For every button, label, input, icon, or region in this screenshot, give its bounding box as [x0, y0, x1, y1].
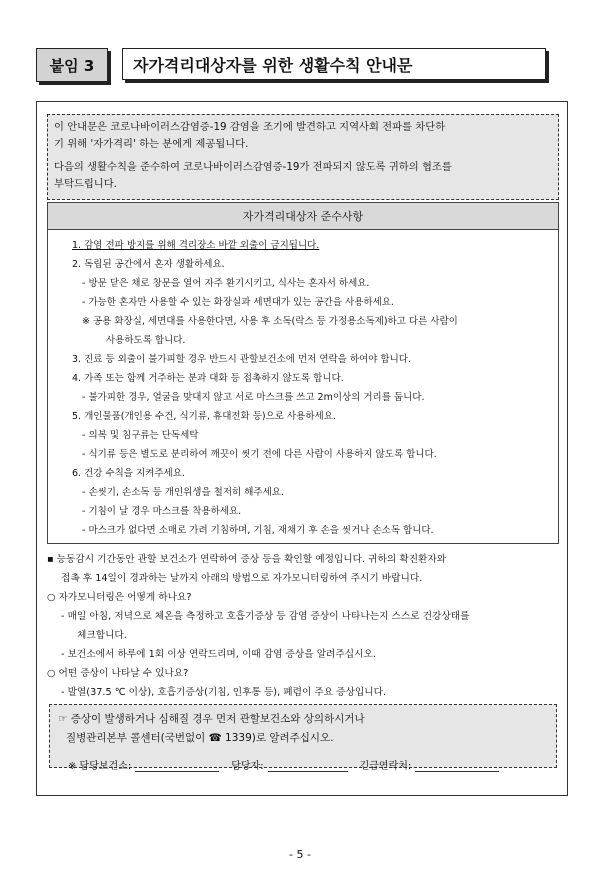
rule-line: - 마스크가 없다면 소매로 가려 기침하며, 기침, 재채기 후 손을 씻거나 손소독 합니다. [82, 525, 434, 536]
page-number: - 5 - [289, 848, 311, 861]
monitoring-line-2: 접촉 후 14일이 경과하는 날까지 아래의 방법으로 자가모니터링하여 주시기 바랍니다. [61, 573, 423, 584]
rule-line: - 손씻기, 손소독 등 개인위생을 철저히 해주세요. [82, 487, 284, 498]
rules-header: 자가격리대상자 준수사항 [48, 203, 558, 230]
question-self-monitoring: ○ 자가모니터링은 어떻게 하나요? [47, 592, 192, 603]
emergency-contact-label: 긴급연락처: [359, 761, 412, 772]
callout-line-1: ☞ 증상이 발생하거나 심해질 경우 먼저 관할보건소와 상의하시거나 [58, 713, 365, 725]
rule-line: - 가능한 혼자만 사용할 수 있는 화장실과 세면대가 있는 공간을 사용하세요. [82, 297, 394, 308]
callout-box [49, 704, 557, 772]
monitoring-section [47, 550, 562, 702]
rule-line: - 의복 및 침구류는 단독세탁 [82, 430, 199, 441]
rule-line: - 방문 닫은 채로 창문을 열어 자주 환기시키고, 식사는 혼자서 하세요. [82, 278, 370, 289]
rules-list [48, 230, 558, 540]
rules-box [47, 202, 559, 544]
health-center-field[interactable] [135, 757, 219, 772]
rule-line: - 기침이 날 경우 마스크를 착용하세요. [82, 506, 242, 517]
intro-line-1: 이 안내문은 코로나바이러스감염증-19 감염을 조기에 발견하고 지역사회 전파를 차단하 [54, 121, 446, 133]
intro-paragraph-1 [54, 119, 552, 153]
rule-line: ※ 공용 화장실, 세면대를 사용한다면, 사용 후 소독(락스 등 가정용소독제)하고 다른 사람이 [82, 316, 458, 327]
monitoring-line-1: ▪ 능동감시 기간동안 관할 보건소가 연락하여 증상 등을 확인할 예정입니다. 귀하의 확진환자와 [47, 554, 447, 565]
question-symptoms: ○ 어떤 증상이 나타날 수 있나요? [47, 668, 189, 679]
intro-line-2: 기 위해 '자가격리' 하는 분에게 제공됩니다. [54, 138, 249, 150]
attachment-badge: 붙임 3 [36, 48, 108, 82]
page-title: 자가격리대상자를 위한 생활수칙 안내문 [122, 48, 546, 80]
health-center-label: ※ 담당보건소: [68, 761, 132, 772]
answer-1-line-2: 체크합니다. [77, 630, 127, 641]
intro-line-4: 부탁드립니다. [54, 178, 117, 190]
rule-line: 1. 감염 전파 방지를 위해 격리장소 바깥 외출이 금지됩니다. [72, 240, 320, 251]
rule-line: 4. 가족 또는 함께 거주하는 분과 대화 등 접촉하지 않도록 합니다. [72, 373, 344, 384]
rule-line: 3. 진료 등 외출이 불가피할 경우 반드시 관할보건소에 먼저 연락을 하여야 합니다. [72, 354, 411, 365]
person-label: 담당자: [231, 761, 264, 772]
rule-line: 5. 개인물품(개인용 수건, 식기류, 휴대전화 등)으로 사용하세요. [72, 411, 336, 422]
rule-line: 2. 독립된 공간에서 혼자 생활하세요. [72, 259, 225, 270]
callout-line-2: 질병관리본부 콜센터(국번없이 ☎ 1339)로 알려주십시오. [66, 732, 334, 744]
rule-line: - 식기류 등은 별도로 분리하여 깨끗이 씻기 전에 다른 사람이 사용하지 않도록 합니다. [82, 449, 437, 460]
rule-line: 사용하도록 합니다. [106, 335, 186, 346]
document-frame [36, 101, 568, 796]
rule-line: 6. 건강 수칙을 지켜주세요. [72, 468, 185, 479]
intro-paragraph-2 [54, 159, 552, 193]
answer-2: - 발열(37.5 ℃ 이상), 호흡기증상(기침, 인후통 등), 폐렴이 주요 증상입니다. [61, 687, 387, 698]
rule-line: - 불가피한 경우, 얼굴을 맞대지 않고 서로 마스크를 쓰고 2m이상의 거리를 둡니다. [82, 392, 425, 403]
person-field[interactable] [268, 757, 348, 772]
answer-1-line-3: - 보건소에서 하루에 1회 이상 연락드리며, 이때 감염 증상을 알려주십시오. [61, 649, 376, 660]
intro-line-3: 다음의 생활수칙을 준수하여 코로나바이러스감염증-19가 전파되지 않도록 귀하의 협조를 [54, 161, 452, 173]
emergency-contact-field[interactable] [415, 757, 499, 772]
intro-box [47, 114, 559, 200]
answer-1-line-1: - 매일 아침, 저녁으로 체온을 측정하고 호흡기증상 등 감염 증상이 나타나는지 스스로 건강상태를 [61, 611, 470, 622]
contact-row [58, 750, 548, 772]
